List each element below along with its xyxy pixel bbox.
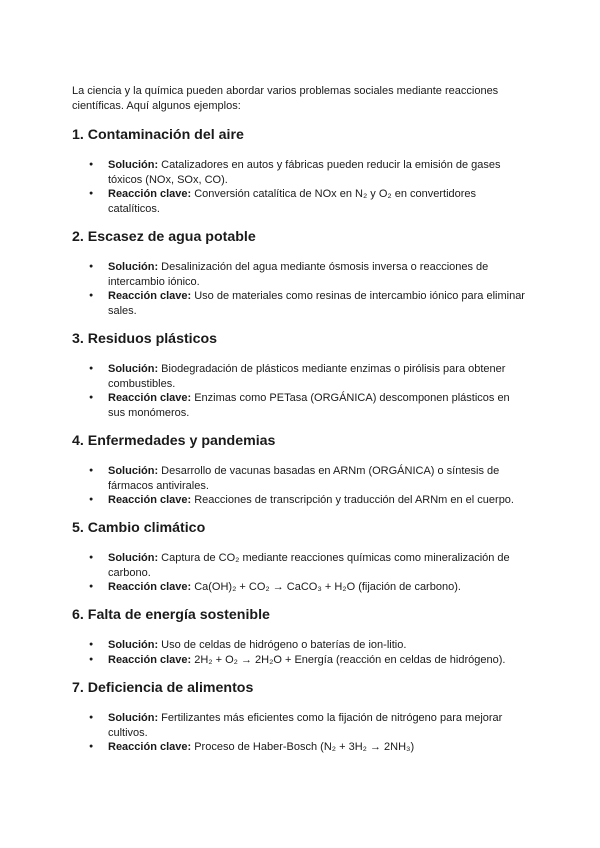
item-label: Solución: bbox=[108, 261, 159, 273]
item-text: Captura de CO₂ mediante reacciones químicas como mineralización de carbono. bbox=[108, 552, 510, 579]
item-label: Reacción clave: bbox=[108, 494, 192, 507]
list-item bbox=[72, 653, 528, 668]
section-title: 5. Cambio climático bbox=[72, 520, 206, 536]
item-text: Biodegradación de plásticos mediante enzimas o pirólisis para obtener combustibles. bbox=[108, 363, 506, 390]
item-text: Uso de materiales como resinas de intercambio iónico para eliminar sales. bbox=[108, 290, 525, 318]
item-text: Ca(OH)₂ + CO₂ → CaCO₃ + H₂O (fijación de carbono). bbox=[191, 581, 461, 594]
section-title: 2. Escasez de agua potable bbox=[72, 229, 256, 245]
item-label: Solución: bbox=[108, 712, 159, 724]
section-title: 4. Enfermedades y pandemias bbox=[72, 433, 276, 449]
item-text: Conversión catalítica de NOx en N₂ y O₂ en convertidores catalíticos. bbox=[108, 188, 477, 216]
item-label: Solución: bbox=[108, 363, 159, 375]
bullet-list bbox=[72, 158, 528, 217]
list-item bbox=[72, 289, 528, 318]
section-title: 1. Contaminación del aire bbox=[72, 127, 244, 143]
list-item bbox=[72, 260, 528, 289]
item-text: Desalinización del agua mediante ósmosis inversa o reacciones de intercambio iónico. bbox=[108, 261, 489, 288]
item-label: Reacción clave: bbox=[108, 581, 192, 594]
item-text: Proceso de Haber-Bosch (N₂ + 3H₂ → 2NH₃) bbox=[191, 741, 415, 754]
item-text: Catalizadores en autos y fábricas pueden reducir la emisión de gases tóxicos (NOx, SOx, CO). bbox=[108, 159, 501, 186]
item-label: Reacción clave: bbox=[108, 653, 192, 666]
item-label: Solución: bbox=[108, 552, 159, 564]
item-label: Solución: bbox=[108, 639, 159, 651]
bullet-list bbox=[72, 260, 528, 319]
item-text: Desarrollo de vacunas basadas en ARNm (ORGÁNICA) o síntesis de fármacos antivirales. bbox=[108, 465, 500, 492]
list-item bbox=[72, 493, 528, 508]
list-item bbox=[72, 464, 528, 493]
section-food-deficiency bbox=[72, 680, 528, 755]
intro-paragraph: La ciencia y la química pueden abordar varios problemas sociales mediante reacciones científicas. Aquí algunos ejemplos: bbox=[72, 85, 499, 112]
item-label: Solución: bbox=[108, 465, 159, 477]
section-air-pollution bbox=[72, 127, 528, 217]
section-title: 7. Deficiencia de alimentos bbox=[72, 680, 254, 696]
bullet-list bbox=[72, 362, 528, 421]
list-item bbox=[72, 391, 528, 420]
bullet-list bbox=[72, 551, 528, 595]
bullet-list bbox=[72, 464, 528, 508]
list-item bbox=[72, 638, 528, 653]
item-text: Uso de celdas de hidrógeno o baterías de ion-litio. bbox=[158, 639, 407, 651]
section-water-scarcity bbox=[72, 229, 528, 319]
section-climate-change bbox=[72, 520, 528, 595]
item-text: Fertilizantes más eficientes como la fijación de nitrógeno para mejorar cultivos. bbox=[108, 712, 503, 739]
section-title: 6. Falta de energía sostenible bbox=[72, 607, 270, 623]
document-page bbox=[72, 84, 528, 754]
item-label: Solución: bbox=[108, 159, 159, 171]
item-text: Reacciones de transcripción y traducción del ARNm en el cuerpo. bbox=[191, 494, 514, 507]
bullet-list bbox=[72, 711, 528, 755]
item-label: Reacción clave: bbox=[108, 392, 192, 405]
list-item bbox=[72, 551, 528, 580]
section-plastic-waste bbox=[72, 331, 528, 421]
list-item bbox=[72, 580, 528, 595]
item-label: Reacción clave: bbox=[108, 188, 192, 201]
bullet-list bbox=[72, 638, 528, 667]
list-item bbox=[72, 362, 528, 391]
item-text: 2H₂ + O₂ → 2H₂O + Energía (reacción en celdas de hidrógeno). bbox=[191, 653, 506, 666]
list-item bbox=[72, 740, 528, 755]
item-label: Reacción clave: bbox=[108, 290, 192, 303]
item-text: Enzimas como PETasa (ORGÁNICA) descomponen plásticos en sus monómeros. bbox=[108, 392, 510, 420]
section-title: 3. Residuos plásticos bbox=[72, 331, 218, 347]
item-label: Reacción clave: bbox=[108, 741, 192, 754]
list-item bbox=[72, 711, 528, 740]
section-diseases bbox=[72, 433, 528, 508]
list-item bbox=[72, 187, 528, 216]
list-item bbox=[72, 158, 528, 187]
section-sustainable-energy bbox=[72, 607, 528, 667]
